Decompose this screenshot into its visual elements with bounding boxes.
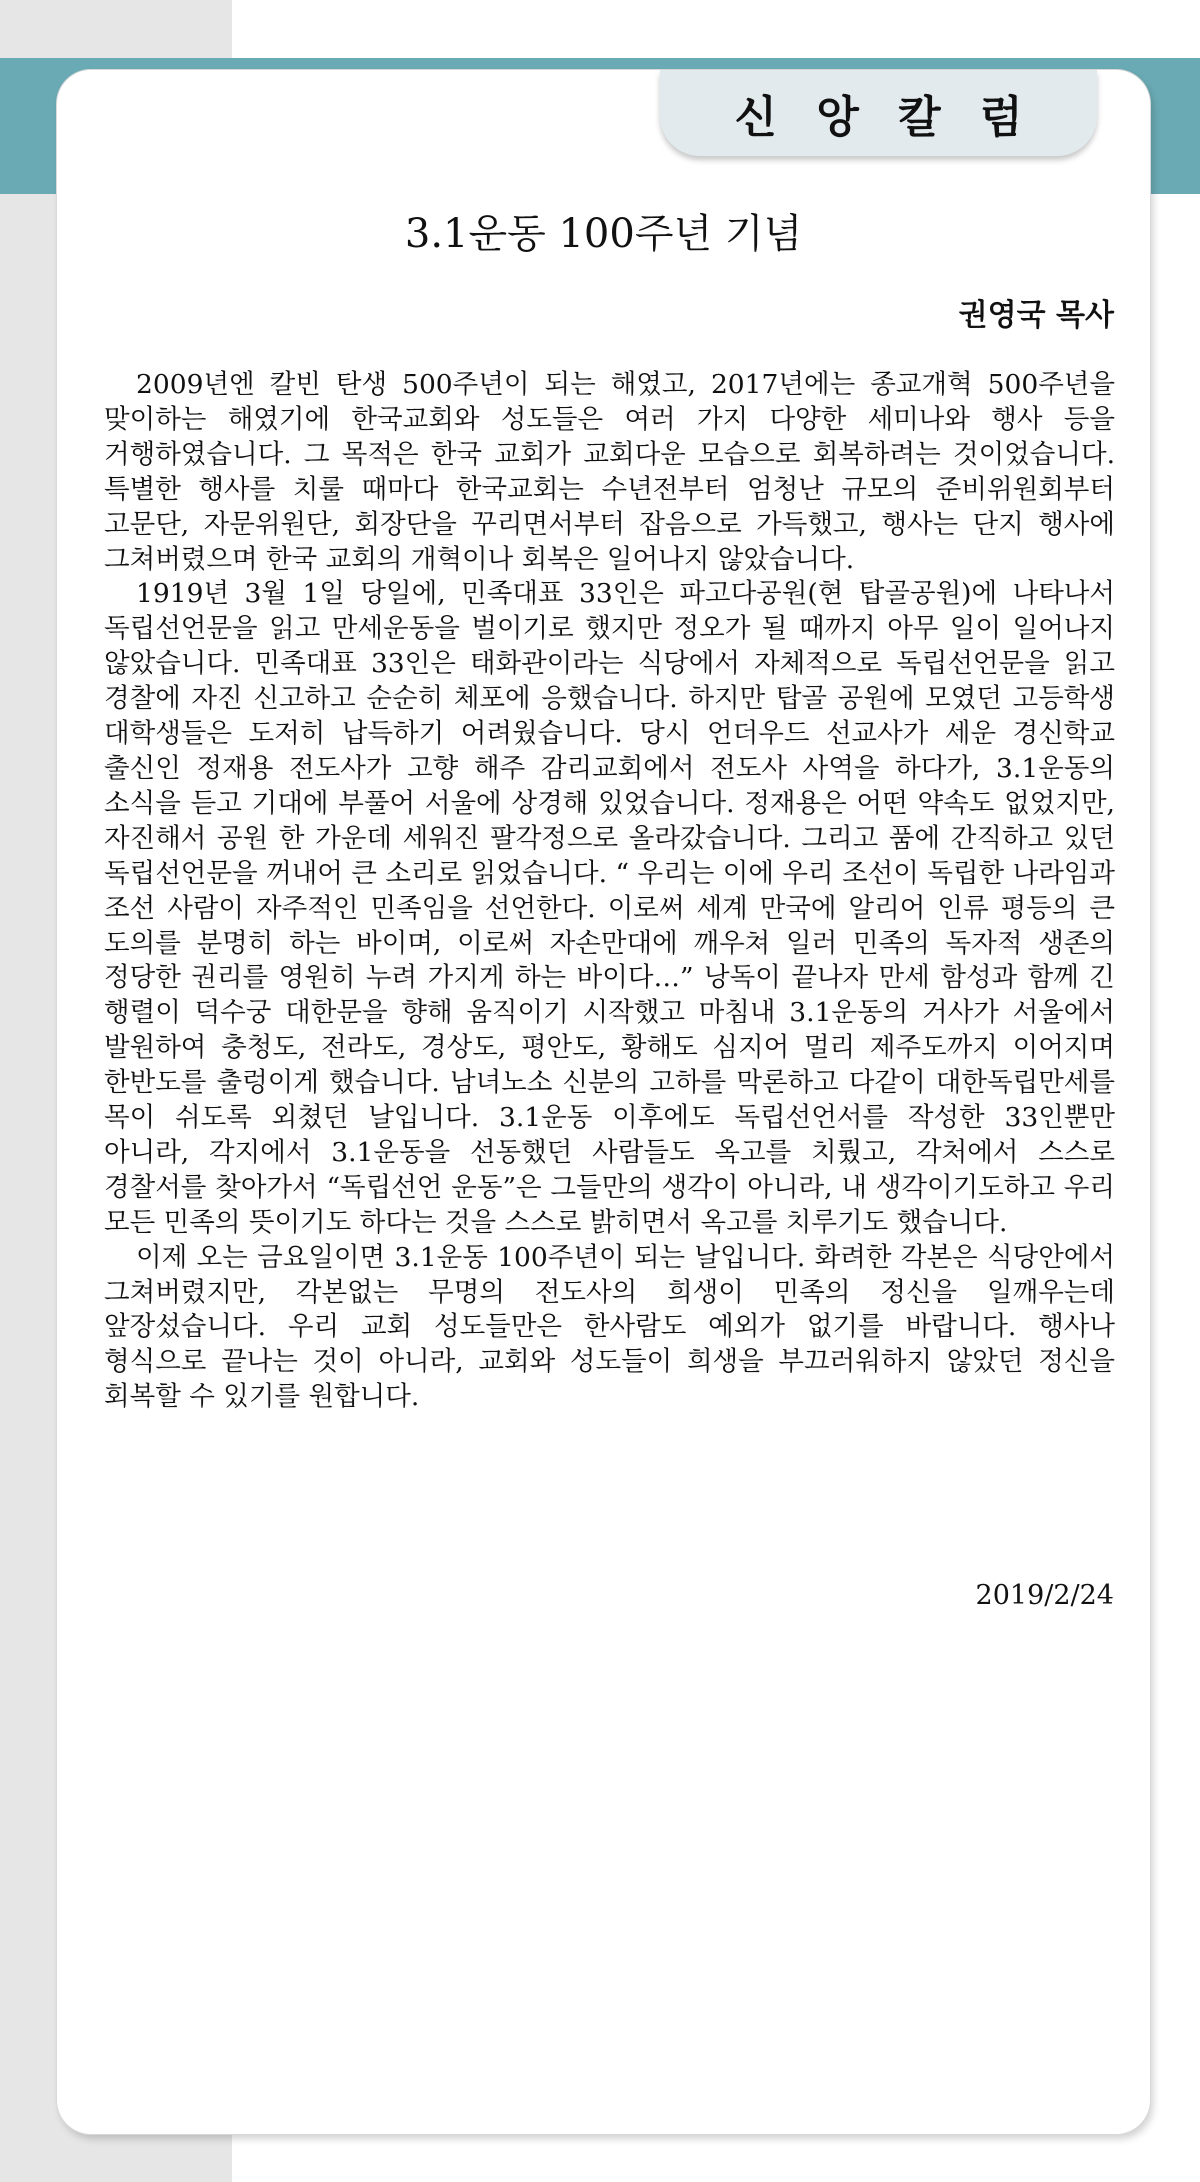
article-author: 권영국 목사 [958,298,1114,333]
paragraph-3: 이제 오는 금요일이면 3.1운동 100주년이 되는 날입니다. 화려한 각본은 식당안에서 그쳐버렸지만, 각본없는 무명의 전도사의 희생이 민족의 정신을 일깨우는데 앞장섰습니다. 우리 교회 성도들만은 한사람도 예외가 없기를 바랍니다. 행사나 형식으로 끝나는 것이 아니라, 교회와 성도들이 희생을 부끄러워하지 않았던 정신을 회복할 수 있기를 원합니다. [104,1241,1115,1413]
column-label: 신 앙 칼 럼 [734,92,1035,143]
paragraph-2: 1919년 3월 1일 당일에, 민족대표 33인은 파고다공원(현 탑골공원)에 나타나서 독립선언문을 읽고 만세운동을 벌이기로 했지만 정오가 될 때까지 아무 일이 일어나지 않았습니다. 민족대표 33인은 태화관이라는 식당에서 자체적으로 독립선언문을 읽고 경찰에 자진 신고하고 순순히 체포에 응했습니다. 하지만 탑골 공원에 모였던 고등학생 대학생들은 도저히 납득하기 어려웠습니다. 당시 언더우드 선교사가 세운 경신학교 출신인 정재용 전도사가 고향 해주 감리교회에서 전도사 사역을 하다가, 3.1운동의 소식을 듣고 기대에 부풀어 서울에 상경해 있었습니다. 정재용은 어떤 약속도 없었지만, 자진해서 공원 한 가운데 세워진 팔각정으로 올라갔습니다. 그리고 품에 간직하고 있던 독립선언문을 꺼내어 큰 소리로 읽었습니다. “ 우리는 이에 우리 조선이 독립한 나라임과 조선 사람이 자주적인 민족임을 선언한다. 이로써 세계 만국에 알리어 인류 평등의 큰 도의를 분명히 하는 바이며, 이로써 자손만대에 깨우쳐 일러 민족의 독자적 생존의 정당한 권리를 영원히 누려 가지게 하는 바이다…” 낭독이 끝나자 만세 함성과 함께 긴 행렬이 덕수궁 대한문을 향해 움직이기 시작했고 마침내 3.1운동의 거사가 서울에서 발원하여 충청도, 전라도, 경상도, 평안도, 황해도 심지어 멀리 제주도까지 이어지며 한반도를 출렁이게 했습니다. 남녀노소 신분의 고하를 막론하고 다같이 대한독립만세를 목이 쉬도록 외쳤던 날입니다. 3.1운동 이후에도 독립선언서를 작성한 33인뿐만 아니라, 각지에서 3.1운동을 선동했던 사람들도 옥고를 치뤘고, 각처에서 스스로 경찰서를 찾아가서 “독립선언 운동”은 그들만의 생각이 아니라, 내 생각이기도하고 우리 모든 민족의 뜻이기도 하다는 것을 스스로 밝히면서 옥고를 치루기도 했습니다. [104,578,1115,1238]
article-date: 2019/2/24 [975,1580,1114,1611]
column-label-tab [660,70,1097,156]
paragraph-1: 2009년엔 칼빈 탄생 500주년이 되는 해였고, 2017년에는 종교개혁 500주년을 맞이하는 해였기에 한국교회와 성도들은 여러 가지 다양한 세미나와 행사 등을 거행하였습니다. 그 목적은 한국 교회가 교회다운 모습으로 회복하려는 것이었습니다. 특별한 행사를 치룰 때마다 한국교회는 수년전부터 엄청난 규모의 준비위원회부터 고문단, 자문위원단, 회장단을 꾸리면서부터 잡음으로 가득했고, 행사는 단지 행사에 그쳐버렸으며 한국 교회의 개혁이나 회복은 일어나지 않았습니다. [104,369,1115,575]
article-body [104,368,1115,1415]
article-title: 3.1운동 100주년 기념 [404,211,803,257]
